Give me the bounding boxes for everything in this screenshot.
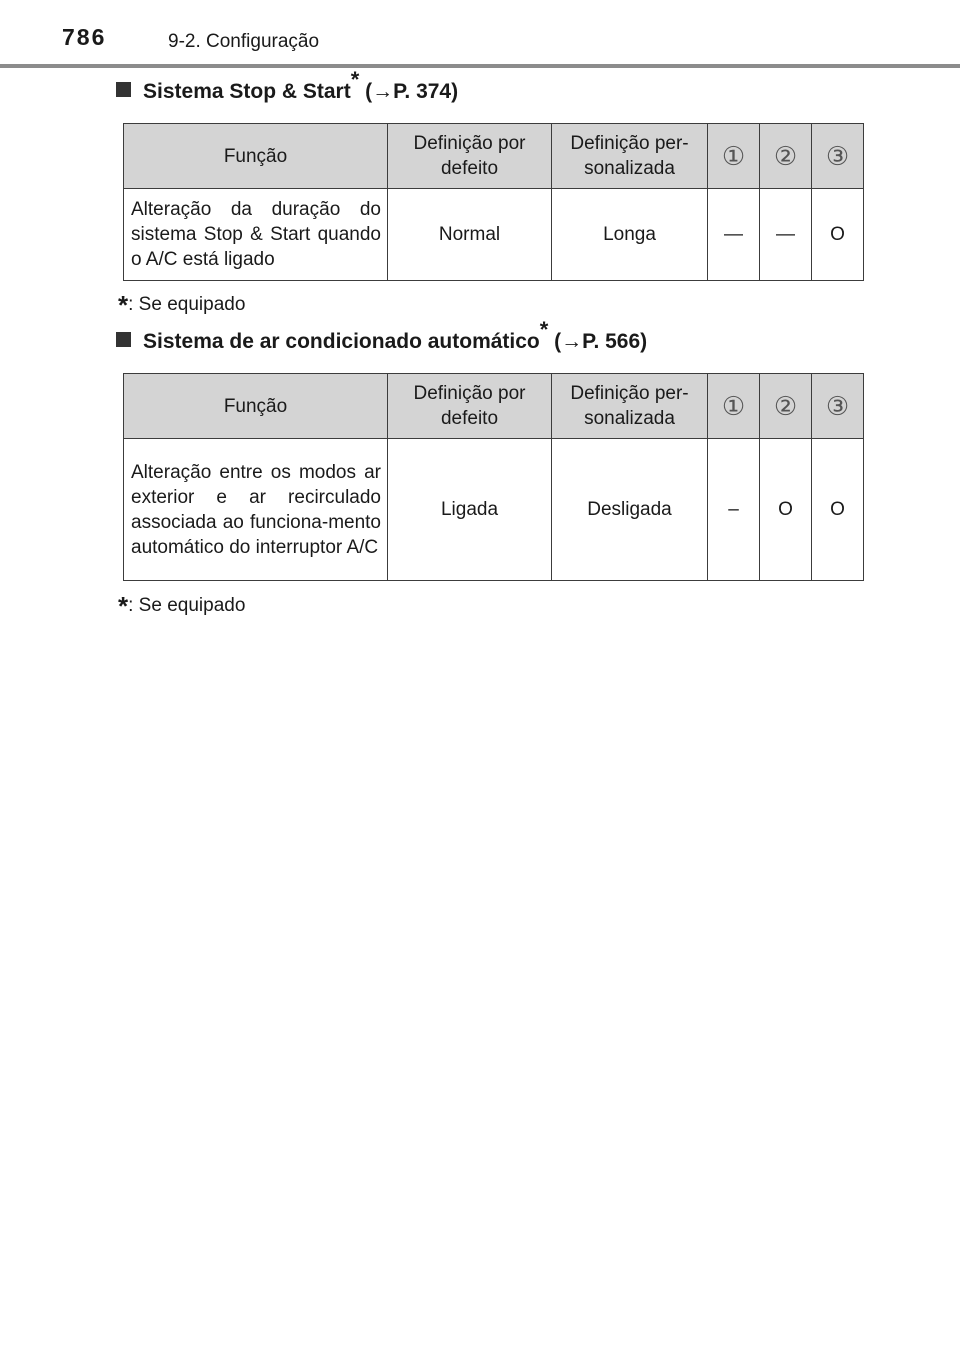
asterisk-icon: * xyxy=(539,317,549,342)
col-header-funcao: Função xyxy=(124,374,388,439)
cell-funcao: Alteração da duração do sistema Stop & Start quando o A/C está ligado xyxy=(124,189,388,281)
circled-three-icon: ③ xyxy=(812,374,864,439)
footnote-text: : Se equipado xyxy=(128,595,246,616)
circled-two-icon: ② xyxy=(760,124,812,189)
section-title: 9-2. Configuração xyxy=(168,31,320,52)
table-header-row xyxy=(124,374,864,439)
table-ar-condicionado xyxy=(123,373,864,581)
asterisk-icon: * xyxy=(118,591,129,621)
heading-title: Sistema de ar condicionado automático xyxy=(143,330,540,353)
col-header-personalizada: Definição per-sonalizada xyxy=(552,374,708,439)
footnote xyxy=(118,587,246,621)
footnote-text: : Se equipado xyxy=(128,294,246,315)
heading-page-ref: (→P. 566) xyxy=(548,330,648,353)
circled-three-icon: ③ xyxy=(812,124,864,189)
asterisk-icon: * xyxy=(350,67,360,92)
circled-one-icon: ① xyxy=(708,374,760,439)
table-row xyxy=(124,439,864,581)
circled-two-icon: ② xyxy=(760,374,812,439)
table-header-row xyxy=(124,124,864,189)
cell-personalizada: Desligada xyxy=(552,439,708,581)
table-row xyxy=(124,189,864,281)
page-header xyxy=(0,0,960,66)
footnote xyxy=(118,286,246,320)
heading-page-ref: (→P. 374) xyxy=(359,80,459,103)
page-number: 786 xyxy=(62,24,107,50)
cell-c1: – xyxy=(708,439,760,581)
header-divider xyxy=(0,64,960,68)
cell-c1: — xyxy=(708,189,760,281)
cell-c3: O xyxy=(812,189,864,281)
cell-personalizada: Longa xyxy=(552,189,708,281)
asterisk-icon: * xyxy=(118,290,129,320)
col-header-defeito: Definição por defeito xyxy=(388,124,552,189)
cell-defeito: Ligada xyxy=(388,439,552,581)
table-stop-start xyxy=(123,123,864,281)
heading-title: Sistema Stop & Start xyxy=(143,80,351,103)
heading-stop-start xyxy=(116,67,459,104)
square-bullet-icon xyxy=(116,332,131,347)
circled-one-icon: ① xyxy=(708,124,760,189)
cell-c2: O xyxy=(760,439,812,581)
square-bullet-icon xyxy=(116,82,131,97)
col-header-funcao: Função xyxy=(124,124,388,189)
cell-c3: O xyxy=(812,439,864,581)
cell-defeito: Normal xyxy=(388,189,552,281)
col-header-personalizada: Definição per-sonalizada xyxy=(552,124,708,189)
cell-c2: — xyxy=(760,189,812,281)
heading-ar-condicionado xyxy=(116,317,648,354)
col-header-defeito: Definição por defeito xyxy=(388,374,552,439)
cell-funcao: Alteração entre os modos ar exterior e ar recirculado associada ao funciona-mento automático do interruptor A/C xyxy=(124,439,388,581)
